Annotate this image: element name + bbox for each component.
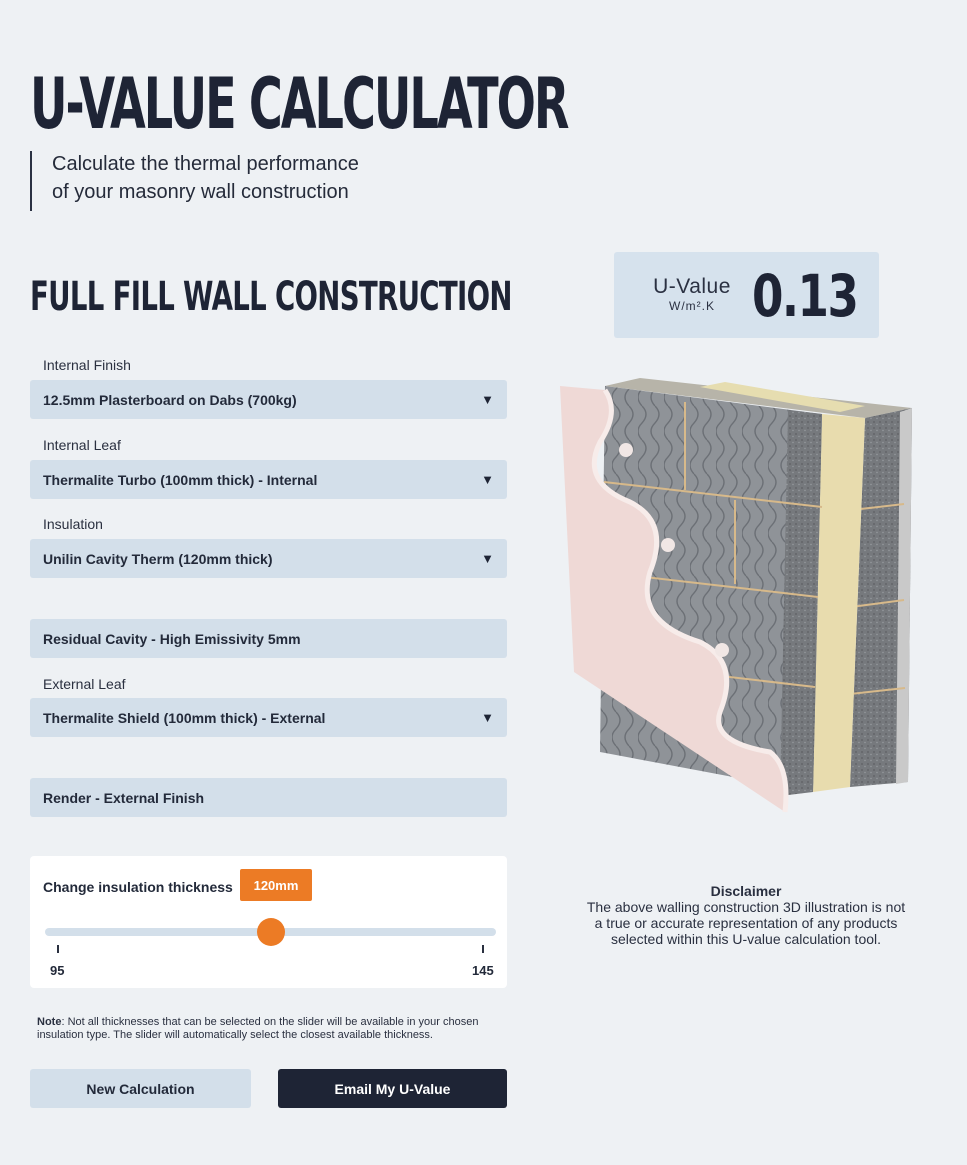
external-leaf-label: External Leaf [43, 676, 126, 692]
internal-leaf-select[interactable] [30, 460, 507, 499]
page-title: U-VALUE CALCULATOR [30, 63, 568, 145]
slider-tick-min [57, 945, 59, 953]
u-value-result [614, 252, 879, 338]
slider-label: Change insulation thickness [43, 879, 233, 895]
caret-down-icon: ▼ [481, 472, 494, 487]
insulation-label: Insulation [43, 516, 103, 532]
external-finish-value: Render - External Finish [43, 789, 205, 806]
disclaimer-title: Disclaimer [710, 883, 782, 899]
wall-construction-illustration [560, 372, 920, 822]
u-value-label: U-Value [653, 275, 731, 298]
insulation-thickness-slider-card [30, 856, 507, 988]
slider-min-label: 95 [50, 963, 65, 978]
caret-down-icon: ▼ [481, 551, 494, 566]
internal-leaf-label: Internal Leaf [43, 437, 121, 453]
disclaimer-text: The above walling construction 3D illustration is not a true or accurate representation of any products selected within this U-value calculation tool. [586, 899, 906, 947]
residual-cavity-field [30, 619, 507, 658]
slider-tick-max [482, 945, 484, 953]
slider-thumb[interactable] [257, 918, 285, 946]
insulation-value: Unilin Cavity Therm (120mm thick) [43, 550, 273, 567]
caret-down-icon: ▼ [481, 392, 494, 407]
note-text: : Not all thicknesses that can be selected on the slider will be available in your chosen insulation type. The slider will automatically select the closest available thickness. [37, 1016, 479, 1041]
disclaimer [586, 883, 906, 947]
thickness-badge: 120mm [240, 869, 312, 901]
section-title: FULL FILL WALL CONSTRUCTION [30, 274, 512, 320]
internal-leaf-value: Thermalite Turbo (100mm thick) - Internal [43, 471, 318, 488]
external-leaf-value: Thermalite Shield (100mm thick) - External [43, 709, 326, 726]
internal-finish-select[interactable] [30, 380, 507, 419]
email-u-value-button[interactable]: Email My U-Value [278, 1069, 507, 1108]
internal-finish-label: Internal Finish [43, 357, 131, 373]
insulation-select[interactable] [30, 539, 507, 578]
residual-cavity-value: Residual Cavity - High Emissivity 5mm [43, 630, 301, 647]
new-calculation-button[interactable]: New Calculation [30, 1069, 251, 1108]
page-subtitle [30, 151, 432, 211]
caret-down-icon: ▼ [481, 710, 494, 725]
subtitle-line-1: Calculate the thermal performance [52, 153, 359, 175]
internal-finish-value: 12.5mm Plasterboard on Dabs (700kg) [43, 391, 297, 408]
slider-note [37, 1016, 507, 1042]
slider-max-label: 145 [472, 963, 494, 978]
note-prefix: Note [37, 1016, 62, 1028]
subtitle-line-2: of your masonry wall construction [52, 181, 349, 203]
u-value-number: 0.13 [752, 262, 858, 330]
u-value-unit: W/m².K [669, 299, 715, 313]
external-finish-field [30, 778, 507, 817]
external-leaf-select[interactable] [30, 698, 507, 737]
